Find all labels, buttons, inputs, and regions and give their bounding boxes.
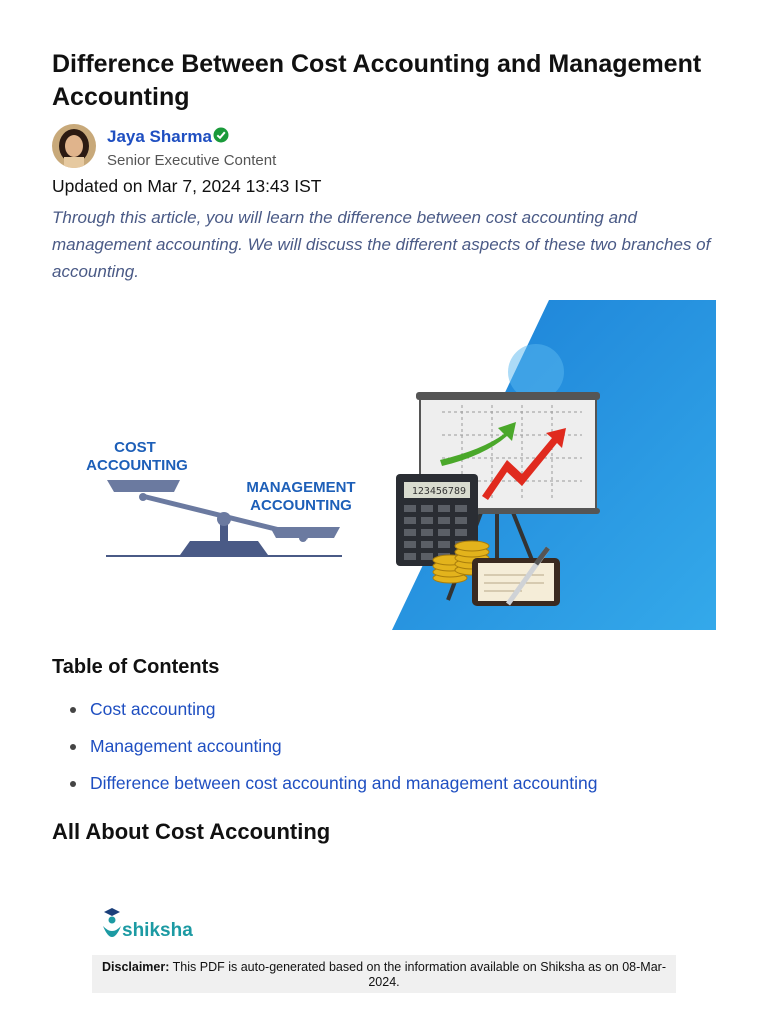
toc-item-cost-accounting <box>52 697 598 734</box>
updated-date: Updated on Mar 7, 2024 13:43 IST <box>52 176 322 196</box>
toc-title: Table of Contents <box>52 656 220 678</box>
toc-item-difference <box>52 771 598 808</box>
disclaimer-label: Disclaimer: <box>102 960 170 974</box>
hero-label-cost-1: COST <box>114 439 156 456</box>
hero-illustration <box>52 300 716 630</box>
calculator-display: 123456789 <box>411 486 466 497</box>
toc-link[interactable]: Difference between cost accounting and management accounting <box>90 773 598 793</box>
disclaimer-text: This PDF is auto-generated based on the information available on Shiksha as on 08-Mar-2024. <box>169 960 666 989</box>
shiksha-logo-text: shiksha <box>122 920 193 941</box>
toc-item-management-accounting <box>52 734 598 771</box>
toc-link[interactable]: Management accounting <box>90 736 282 756</box>
toc-link[interactable]: Cost accounting <box>90 699 216 719</box>
shiksha-logo[interactable] <box>100 906 210 948</box>
hero-label-mgmt-1: MANAGEMENT <box>246 479 356 496</box>
article-summary: Through this article, you will learn the difference between cost accounting and management accounting. We will discuss the different aspects of these two branches of accounting. <box>52 208 711 281</box>
shiksha-logo-icon <box>100 906 124 948</box>
section-heading: All About Cost Accounting <box>52 819 331 844</box>
author-avatar[interactable] <box>52 124 96 168</box>
hero-label-cost-2: ACCOUNTING <box>86 457 188 474</box>
toc-list <box>52 697 598 808</box>
verified-badge-icon <box>213 127 229 143</box>
hero-label-mgmt-2: ACCOUNTING <box>250 497 352 514</box>
author-name-link[interactable]: Jaya Sharma <box>107 127 229 147</box>
article-title: Difference Between Cost Accounting and Management Accounting <box>52 50 702 111</box>
disclaimer-bar <box>92 955 676 993</box>
author-role: Senior Executive Content <box>107 152 277 169</box>
